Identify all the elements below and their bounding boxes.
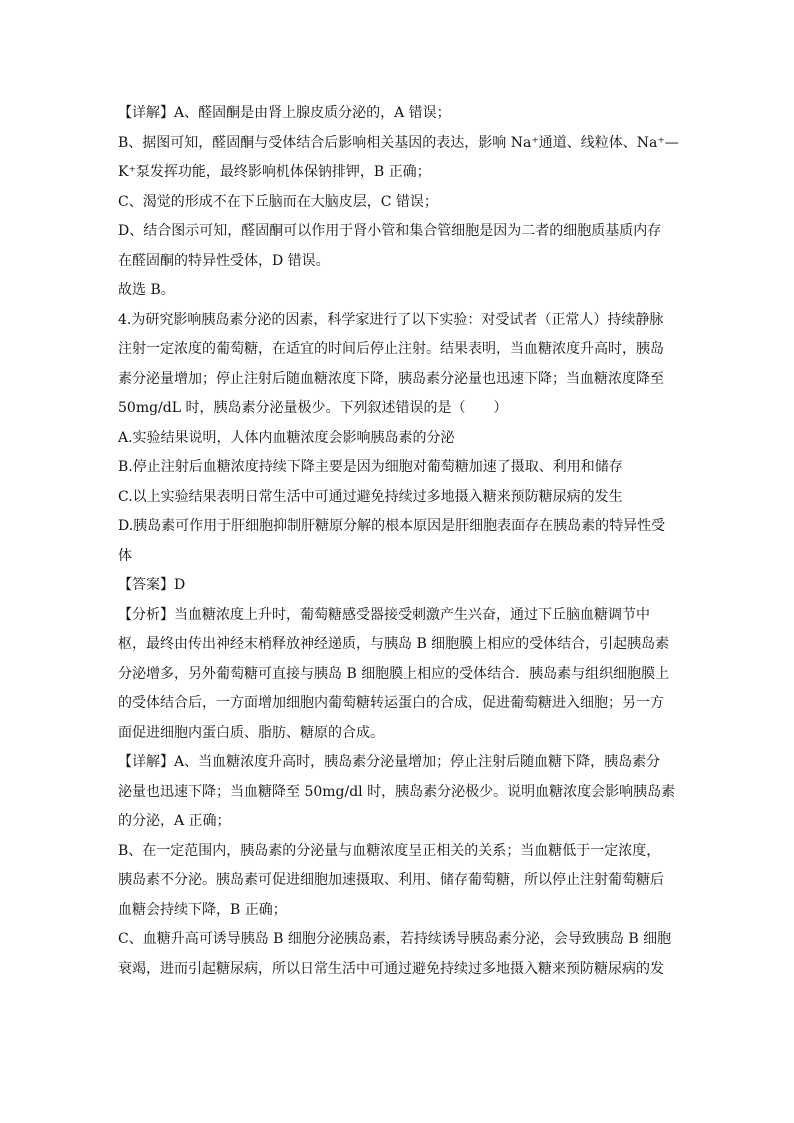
analysis-line: 【分析】当血糖浓度上升时，葡萄糖感受器接受刺激产生兴奋，通过下丘脑血糖调节中 xyxy=(118,606,650,623)
option-d-continued: 体 xyxy=(118,547,132,564)
option-d: D.胰岛素可作用于肝细胞抑制肝糖原分解的根本原因是肝细胞表面存在胰岛素的特异性受 xyxy=(118,518,666,534)
analysis-line: 枢，最终由传出神经末梢释放神经递质，与胰岛 B 细胞膜上相应的受体结合，引起胰岛素 xyxy=(118,636,670,652)
explanation-line: B、在一定范围内，胰岛素的分泌量与血糖浓度呈正相关的关系；当血糖低于一定浓度， xyxy=(118,842,661,859)
question-stem-line: 4.为研究影响胰岛素分泌的因素，科学家进行了以下实验：对受试者（正常人）持续静脉 xyxy=(118,311,664,328)
text-line: D、结合图示可知，醛固酮可以作用于肾小管和集合管细胞是因为二者的细胞质基质内存 xyxy=(118,223,662,239)
answer-line: 【答案】D xyxy=(118,577,186,593)
analysis-line: 分泌增多，另外葡萄糖可直接与胰岛 B 细胞膜上相应的受体结合．胰岛素与组织细胞膜上 xyxy=(118,665,670,682)
text-line: K⁺泵发挥功能，最终影响机体保钠排钾，B 正确； xyxy=(118,164,431,180)
explanation-line: 的分泌，A 正确； xyxy=(118,813,231,829)
text-line: 在醛固酮的特异性受体，D 错误。 xyxy=(118,252,330,269)
option-b: B.停止注射后血糖浓度持续下降主要是因为细胞对葡萄糖加速了摄取、利用和储存 xyxy=(118,459,623,475)
explanation-line: 血糖会持续下降，B 正确； xyxy=(118,901,287,918)
question-stem-line: 50mg/dL 时，胰岛素分泌量极少。下列叙述错误的是（ ） xyxy=(118,400,508,416)
explanation-line: 【详解】A、当血糖浓度升高时，胰岛素分泌量增加；停止注射后随血糖下降，胰岛素分 xyxy=(118,754,661,770)
analysis-line: 的受体结合后，一方面增加细胞内葡萄糖转运蛋白的合成，促进葡萄糖进入细胞；另一方 xyxy=(118,695,664,711)
explanation-line: 胰岛素不分泌。胰岛素可促进细胞加速摄取、利用、储存葡萄糖，所以停止注射葡萄糖后 xyxy=(118,872,664,888)
question-stem-line: 注射一定浓度的葡萄糖，在适宜的时间后停止注射。结果表明，当血糖浓度升高时，胰岛 xyxy=(118,341,664,357)
text-line: B、据图可知，醛固酮与受体结合后影响相关基因的表达，影响 Na⁺通道、线粒体、Na⁺— xyxy=(118,134,679,151)
text-line: 【详解】A、醛固酮是由肾上腺皮质分泌的，A 错误； xyxy=(118,105,451,121)
text-line: 故选 B。 xyxy=(118,282,175,298)
analysis-line: 面促进细胞内蛋白质、脂肪、糖原的合成。 xyxy=(118,724,384,741)
question-stem-line: 素分泌量增加；停止注射后随血糖浓度下降，胰岛素分泌量也迅速下降；当血糖浓度降至 xyxy=(118,370,664,387)
option-c: C.以上实验结果表明日常生活中可通过避免持续过多地摄入糖来预防糖尿病的发生 xyxy=(118,488,623,505)
document-body xyxy=(118,99,680,984)
option-a: A.实验结果说明，人体内血糖浓度会影响胰岛素的分泌 xyxy=(118,429,455,446)
explanation-line: 衰竭，进而引起糖尿病，所以日常生活中可通过避免持续过多地摄入糖来预防糖尿病的发 xyxy=(118,960,664,977)
explanation-line: 泌量也迅速下降；当血糖降至 50mg/dl 时，胰岛素分泌极少。说明血糖浓度会影响胰岛素 xyxy=(118,783,676,800)
explanation-line: C、血糖升高可诱导胰岛 B 细胞分泌胰岛素，若持续诱导胰岛素分泌，会导致胰岛 B 细胞 xyxy=(118,931,672,947)
text-line: C、渴觉的形成不在下丘脑而在大脑皮层，C 错误； xyxy=(118,193,438,210)
